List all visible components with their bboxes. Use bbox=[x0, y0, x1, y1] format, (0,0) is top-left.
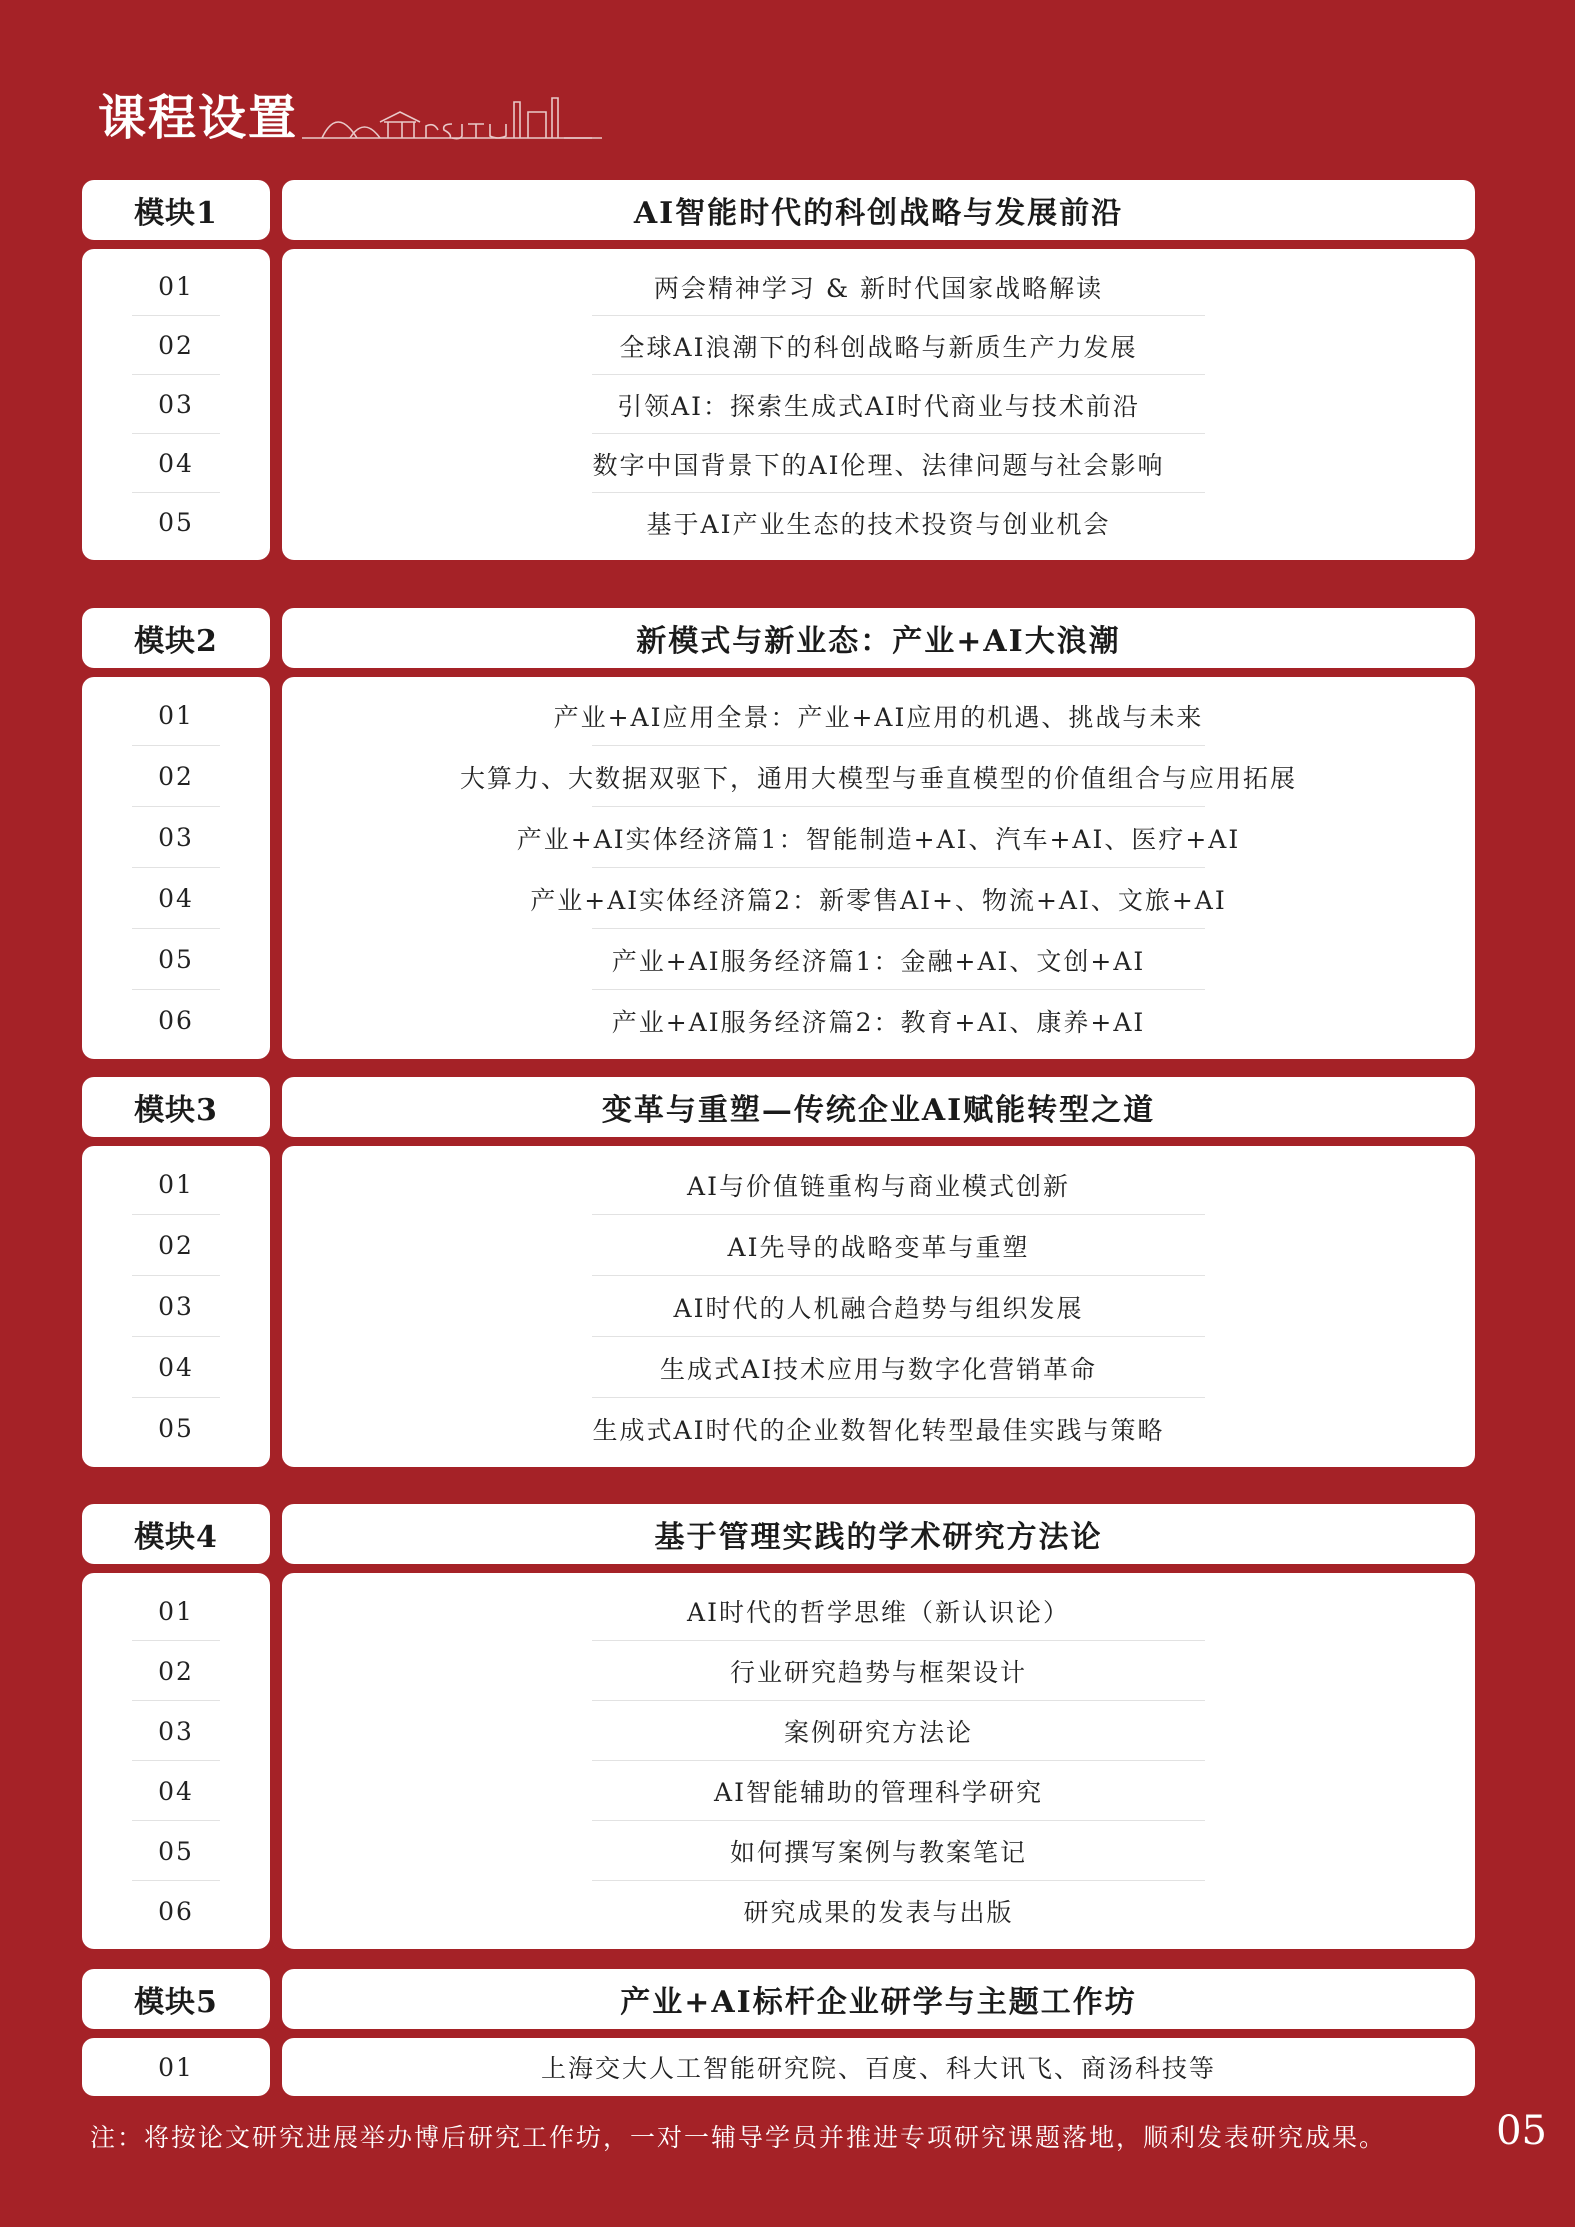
item-number: 05 bbox=[82, 929, 270, 990]
item-number: 01 bbox=[82, 1581, 270, 1641]
item-number: 05 bbox=[82, 1821, 270, 1881]
page-title: 课程设置 bbox=[98, 90, 299, 146]
course-item: 产业+AI服务经济篇2：教育+AI、康养+AI bbox=[611, 1007, 1146, 1037]
course-item: 如何撰写案例与教案笔记 bbox=[282, 1821, 1475, 1881]
item-number: 03 bbox=[82, 375, 270, 434]
item-number: 01 bbox=[158, 2052, 194, 2082]
item-number-list bbox=[82, 2038, 270, 2096]
course-item: 案例研究方法论 bbox=[282, 1701, 1475, 1761]
item-number: 02 bbox=[82, 1215, 270, 1276]
course-item: 行业研究趋势与框架设计 bbox=[282, 1641, 1475, 1701]
item-number-list bbox=[82, 1146, 270, 1467]
sjtu-skyline-logo bbox=[302, 92, 602, 140]
course-item: AI与价值链重构与商业模式创新 bbox=[282, 1154, 1475, 1215]
item-number-list bbox=[82, 1573, 270, 1949]
course-item: 引领AI：探索生成式AI时代商业与技术前沿 bbox=[282, 375, 1475, 434]
item-number: 06 bbox=[158, 1896, 194, 1926]
module-title: 基于管理实践的学术研究方法论 bbox=[282, 1504, 1475, 1564]
item-number: 03 bbox=[82, 807, 270, 868]
item-number: 03 bbox=[82, 1701, 270, 1761]
item-text-list bbox=[282, 677, 1475, 1059]
page-number: 05 bbox=[1496, 2108, 1547, 2154]
module-title: 新模式与新业态：产业+AI大浪潮 bbox=[282, 608, 1475, 668]
item-text-list bbox=[282, 1146, 1475, 1467]
module-label: 模块1 bbox=[82, 180, 270, 240]
module-2 bbox=[82, 608, 1475, 1059]
page-header bbox=[98, 72, 602, 146]
course-item: 研究成果的发表与出版 bbox=[743, 1898, 1014, 1927]
item-number: 04 bbox=[82, 868, 270, 929]
item-number: 03 bbox=[82, 1276, 270, 1337]
module-label: 模块5 bbox=[82, 1969, 270, 2029]
course-item: 数字中国背景下的AI伦理、法律问题与社会影响 bbox=[282, 434, 1475, 493]
course-item: 产业+AI实体经济篇2：新零售AI+、物流+AI、文旅+AI bbox=[282, 868, 1475, 929]
module-1 bbox=[82, 180, 1475, 560]
item-number-list bbox=[82, 677, 270, 1059]
course-item: AI先导的战略变革与重塑 bbox=[282, 1215, 1475, 1276]
item-text-list bbox=[282, 1573, 1475, 1949]
item-text-list bbox=[282, 2038, 1475, 2096]
item-number: 06 bbox=[158, 1006, 194, 1035]
module-label: 模块4 bbox=[82, 1504, 270, 1564]
item-number: 01 bbox=[82, 257, 270, 316]
module-title: AI智能时代的科创战略与发展前沿 bbox=[282, 180, 1475, 240]
item-number: 02 bbox=[82, 316, 270, 375]
course-item: 产业+AI应用全景：产业+AI应用的机遇、挑战与未来 bbox=[282, 685, 1475, 746]
item-number: 02 bbox=[82, 1641, 270, 1701]
course-item: 产业+AI实体经济篇1：智能制造+AI、汽车+AI、医疗+AI bbox=[282, 807, 1475, 868]
module-4 bbox=[82, 1504, 1475, 1949]
item-number: 01 bbox=[82, 1154, 270, 1215]
item-number: 04 bbox=[82, 1337, 270, 1398]
course-item: AI时代的人机融合趋势与组织发展 bbox=[282, 1276, 1475, 1337]
item-number: 05 bbox=[158, 508, 194, 537]
item-number: 05 bbox=[158, 1414, 194, 1443]
course-item: 大算力、大数据双驱下，通用大模型与垂直模型的价值组合与应用拓展 bbox=[282, 746, 1475, 807]
item-number: 02 bbox=[82, 746, 270, 807]
footnote: 注：将按论文研究进展举办博后研究工作坊，一对一辅导学员并推进专项研究课题落地，顺利发表研究成果。 bbox=[90, 2123, 1387, 2152]
module-5 bbox=[82, 1969, 1475, 2096]
course-item: 两会精神学习 & 新时代国家战略解读 bbox=[282, 257, 1475, 316]
module-label: 模块3 bbox=[82, 1077, 270, 1137]
course-item: 基于AI产业生态的技术投资与创业机会 bbox=[646, 509, 1111, 539]
module-3 bbox=[82, 1077, 1475, 1467]
module-title: 变革与重塑—传统企业AI赋能转型之道 bbox=[282, 1077, 1475, 1137]
course-item: 生成式AI时代的企业数智化转型最佳实践与策略 bbox=[592, 1415, 1165, 1445]
item-number: 01 bbox=[82, 685, 270, 746]
course-item: AI智能辅助的管理科学研究 bbox=[282, 1761, 1475, 1821]
course-item: 上海交大人工智能研究院、百度、科大讯飞、商汤科技等 bbox=[540, 2054, 1216, 2083]
course-item: 全球AI浪潮下的科创战略与新质生产力发展 bbox=[282, 316, 1475, 375]
course-item: 生成式AI技术应用与数字化营销革命 bbox=[282, 1337, 1475, 1398]
course-item: 产业+AI服务经济篇1：金融+AI、文创+AI bbox=[282, 929, 1475, 990]
item-number-list bbox=[82, 249, 270, 560]
course-item: AI时代的哲学思维（新认识论） bbox=[282, 1581, 1475, 1641]
item-number: 04 bbox=[82, 434, 270, 493]
module-label: 模块2 bbox=[82, 608, 270, 668]
item-number: 04 bbox=[82, 1761, 270, 1821]
item-text-list bbox=[282, 249, 1475, 560]
module-title: 产业+AI标杆企业研学与主题工作坊 bbox=[282, 1969, 1475, 2029]
